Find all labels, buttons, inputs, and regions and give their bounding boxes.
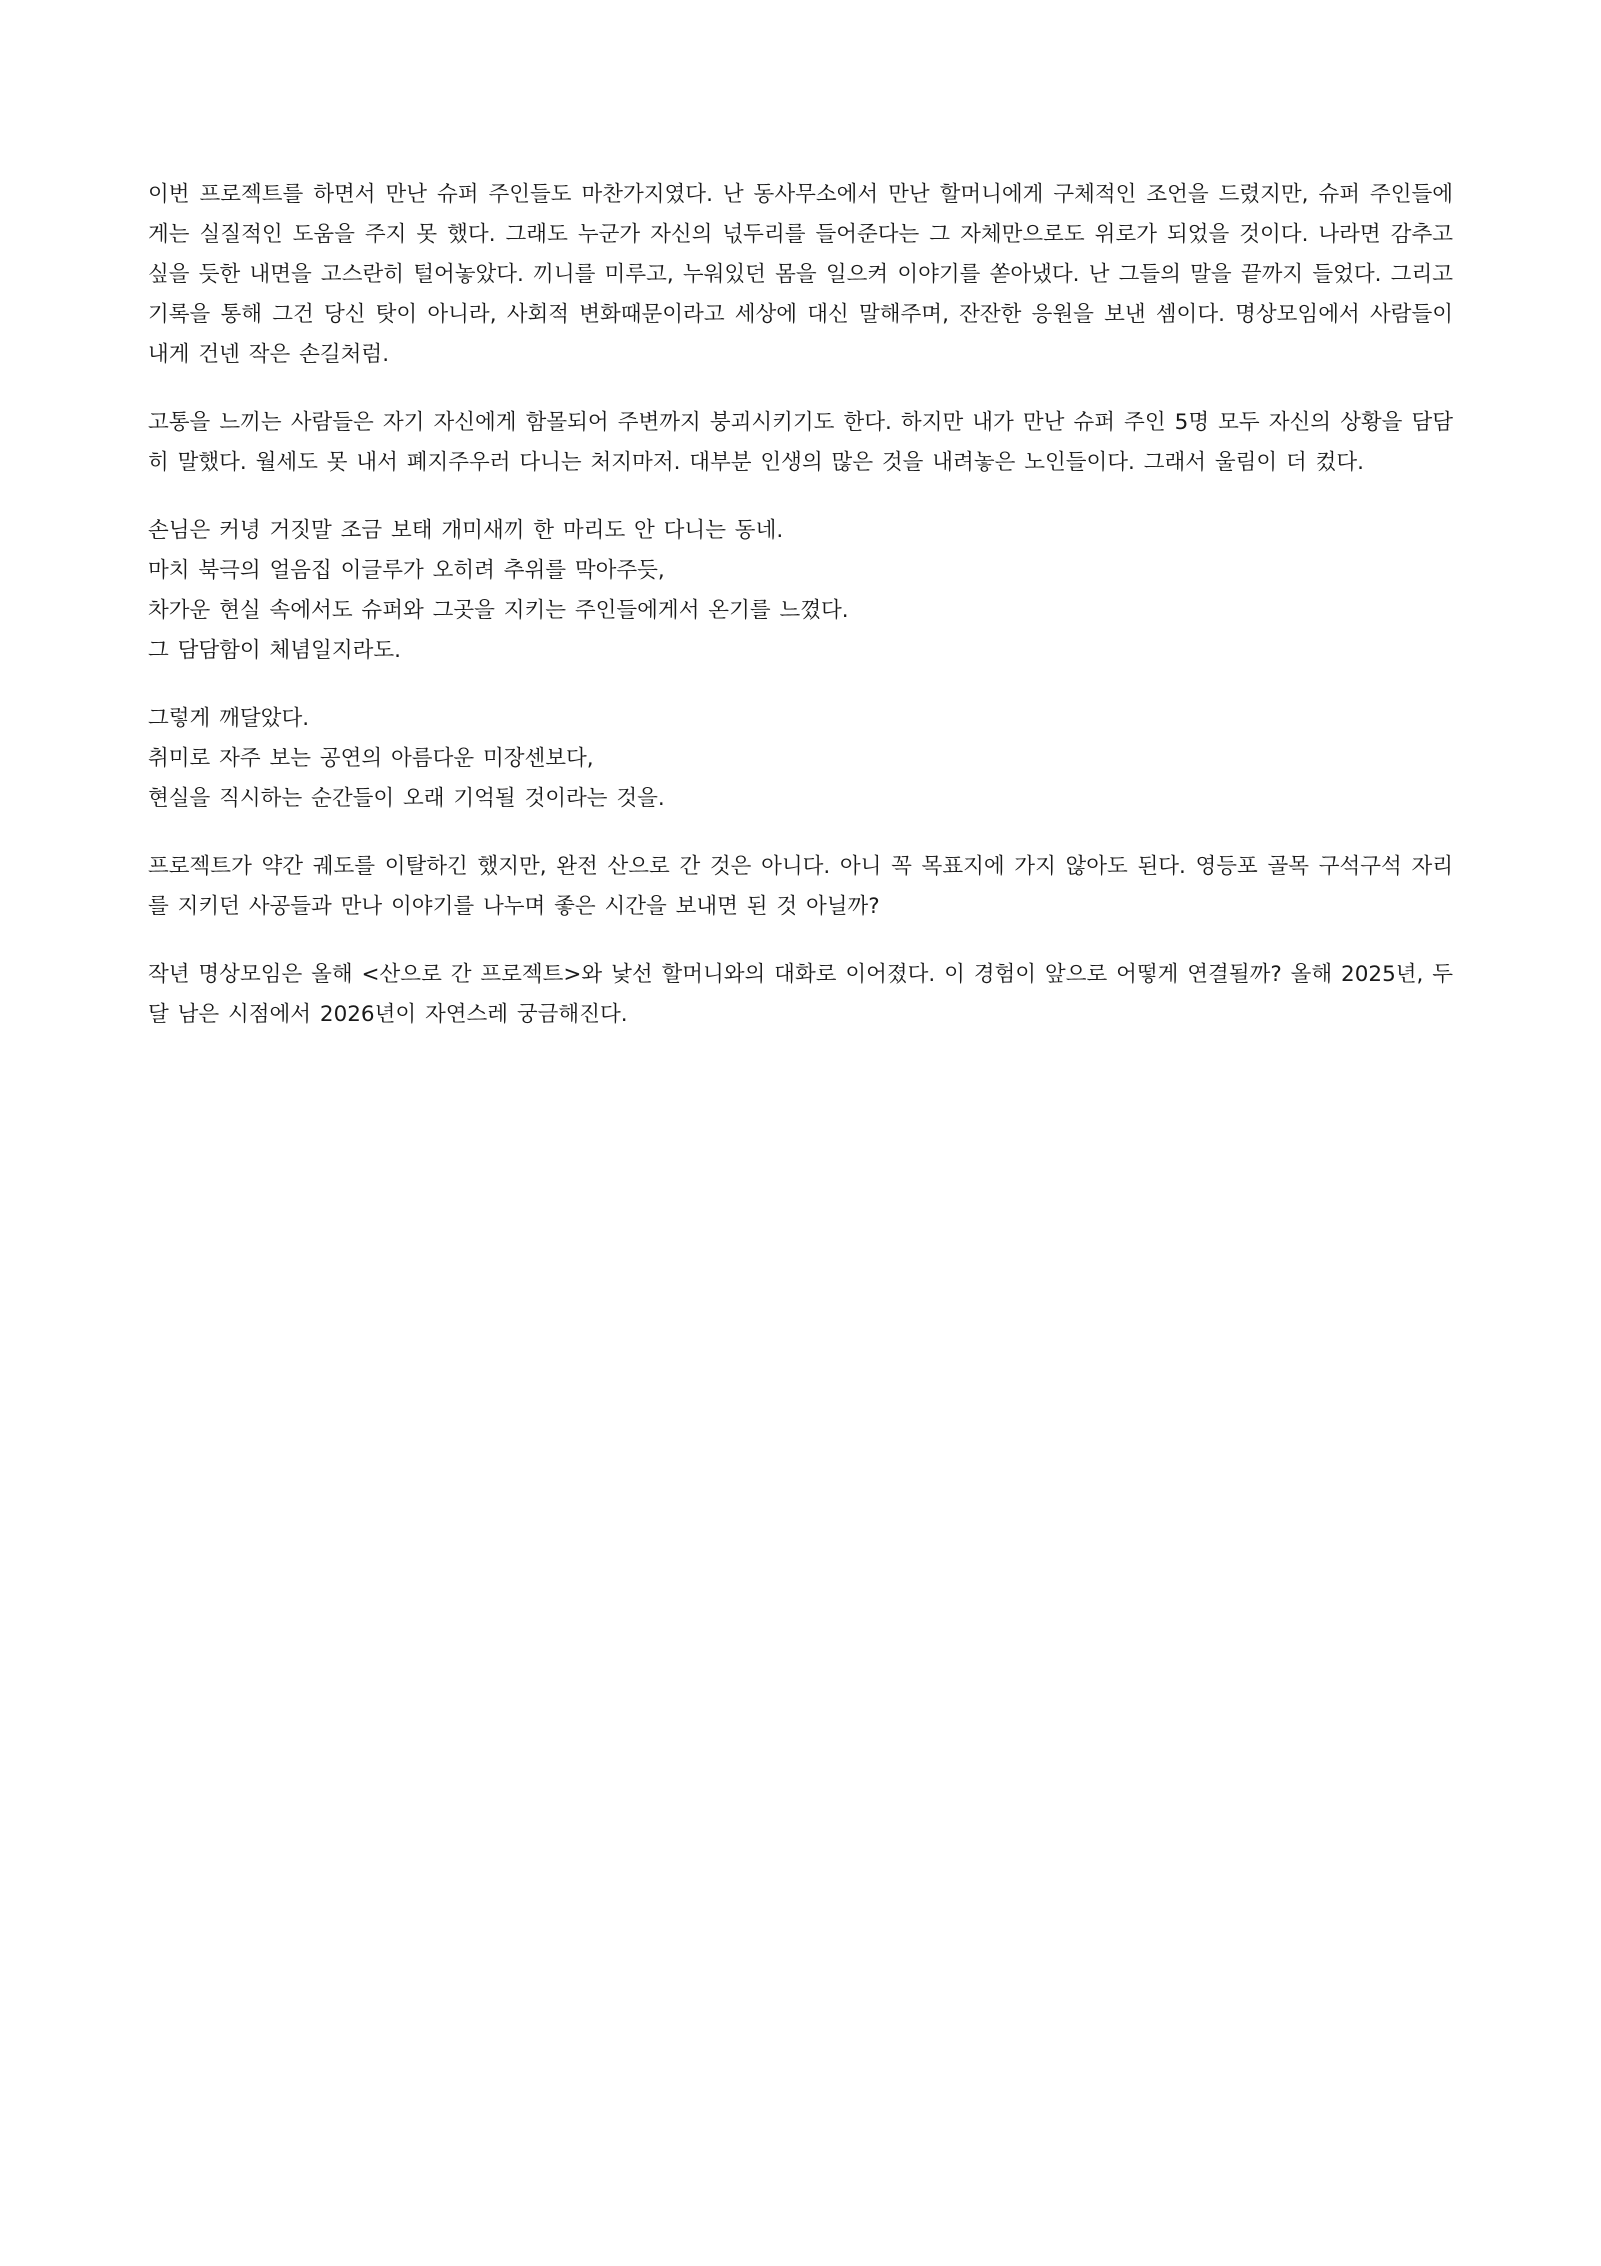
document-body (148, 175, 1453, 1035)
paragraph-4-line-3: 현실을 직시하는 순간들이 오래 기억될 것이라는 것을. (148, 786, 665, 811)
paragraph-1: 이번 프로젝트를 하면서 만난 슈퍼 주인들도 마찬가지였다. 난 동사무소에서 만난 할머니에게 구체적인 조언을 드렸지만, 슈퍼 주인들에게는 실질적인 도움을 주지 못 했다. 그래도 누군가 자신의 넋두리를 들어준다는 그 자체만으로도 위로가 되었을 것이다. 나라면 감추고 싶을 듯한 내면을 고스란히 털어놓았다. 끼니를 미루고, 누워있던 몸을 일으켜 이야기를 쏟아냈다. 난 그들의 말을 끝까지 들었다. 그리고 기록을 통해 그건 당신 탓이 아니라, 사회적 변화때문이라고 세상에 대신 말해주며, 잔잔한 응원을 보낸 셈이다. 명상모임에서 사람들이 내게 건넨 작은 손길처럼. (148, 182, 1453, 367)
paragraph-3-line-3: 차가운 현실 속에서도 슈퍼와 그곳을 지키는 주인들에게서 온기를 느꼈다. (148, 598, 849, 623)
paragraph-3-line-1: 손님은 커녕 거짓말 조금 보태 개미새끼 한 마리도 안 다니는 동네. (148, 518, 784, 543)
paragraph-4 (148, 699, 1453, 819)
paragraph-2: 고통을 느끼는 사람들은 자기 자신에게 함몰되어 주변까지 붕괴시키기도 한다. 하지만 내가 만난 슈퍼 주인 5명 모두 자신의 상황을 담담히 말했다. 월세도 못 내서 폐지주우러 다니는 처지마저. 대부분 인생의 많은 것을 내려놓은 노인들이다. 그래서 울림이 더 컸다. (148, 410, 1453, 475)
paragraph-4-line-1: 그렇게 깨달았다. (148, 706, 310, 731)
paragraph-3-line-4: 그 담담함이 체념일지라도. (148, 638, 401, 663)
paragraph-6: 작년 명상모임은 올해 <산으로 간 프로젝트>와 낯선 할머니와의 대화로 이어졌다. 이 경험이 앞으로 어떻게 연결될까? 올해 2025년, 두 달 남은 시점에서 2026년이 자연스레 궁금해진다. (148, 962, 1453, 1027)
paragraph-5: 프로젝트가 약간 궤도를 이탈하긴 했지만, 완전 산으로 간 것은 아니다. 아니 꼭 목표지에 가지 않아도 된다. 영등포 골목 구석구석 자리를 지키던 사공들과 만나 이야기를 나누며 좋은 시간을 보내면 된 것 아닐까? (148, 854, 1453, 919)
paragraph-3-line-2: 마치 북극의 얼음집 이글루가 오히려 추위를 막아주듯, (148, 558, 665, 583)
paragraph-3 (148, 511, 1453, 671)
paragraph-4-line-2: 취미로 자주 보는 공연의 아름다운 미장센보다, (148, 746, 594, 771)
